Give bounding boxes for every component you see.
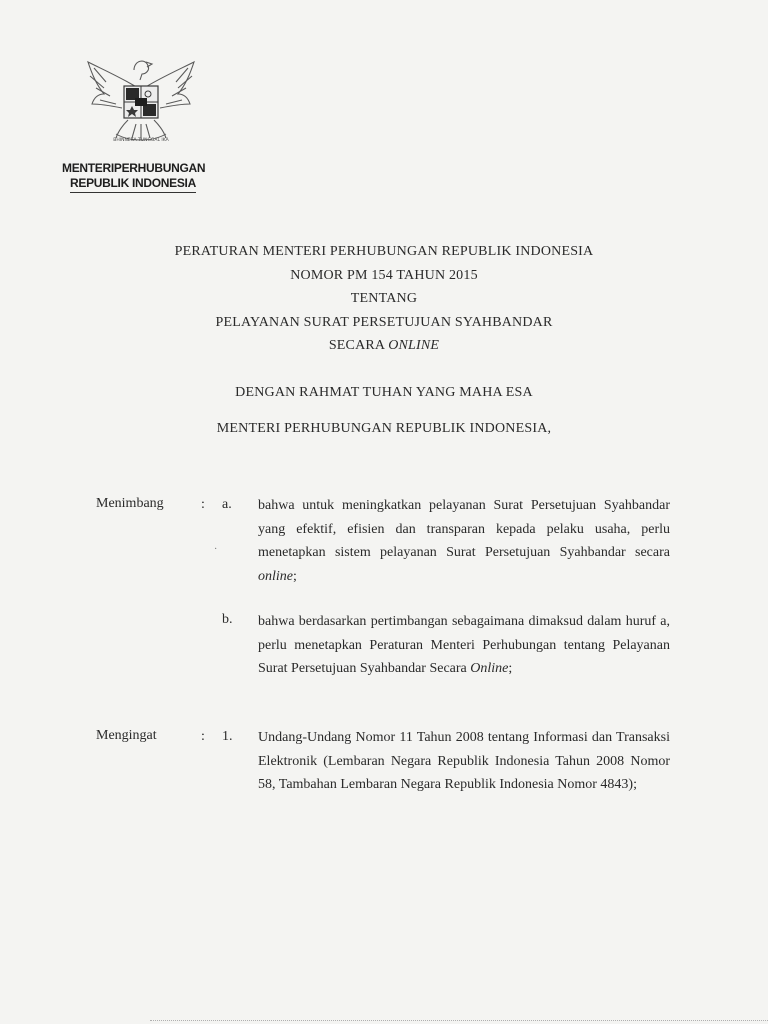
- regulation-title-block: [0, 240, 768, 441]
- ministry-name: [62, 161, 222, 193]
- mengingat-colon: :: [201, 729, 205, 744]
- garuda-emblem: [82, 48, 200, 158]
- mengingat-marker-1: 1.: [222, 729, 233, 744]
- svg-text:BHINNEKA TUNGGAL IKA: BHINNEKA TUNGGAL IKA: [113, 138, 169, 143]
- menimbang-colon: :: [201, 497, 205, 512]
- page-edge-rule: [150, 1020, 768, 1021]
- title-line-3: TENTANG: [350, 291, 418, 306]
- mengingat-label: Mengingat: [96, 728, 157, 743]
- minister-line: MENTERI PERHUBUNGAN REPUBLIK INDONESIA,: [216, 421, 552, 436]
- ministry-line-2: REPUBLIK INDONESIA: [70, 176, 196, 193]
- ministry-line-1: MENTERIPERHUBUNGAN: [62, 161, 206, 175]
- menimbang-paragraph-b: bahwa berdasarkan pertimbangan sebagaimana dimaksud dalam huruf a, perlu menetapkan Peraturan Menteri Perhubungan tentang Pelayanan Surat Persetujuan Syahbandar Secara Online;: [258, 614, 670, 676]
- document-page: BHINNEKA TUNGGAL IKA MENTERIPERHUBUNGAN REPUBLIK INDONESIA PERATURAN MENTERI PERHUBUNGAN REPUBLIK INDONESIA NOMOR PM 154 TAHUN 2015 TENTANG PELAYANAN SURAT PERSETUJUAN SYAHBANDAR SECARA ONLINE DENGAN RAHMAT TUHAN YANG MAHA ESA MENTERI PERHUBUNGAN REPUBLIK INDONESIA, Menimbang : a. bahwa untuk meningkatkan pelayanan Surat Persetujuan Syahbandar yang efektif, efisien dan transparan kepada pelaku usaha, perlu menetapkan sistem pelayanan Surat Persetujuan Syahbandar secara online; · b. bahwa berdasarkan pertimbangan sebagaimana dimaksud dalam huruf a, perlu menetapkan Peraturan Menteri Perhubungan tentang Pelayanan Surat Persetujuan Syahbandar Secara Online; Mengingat : 1. Undang-Undang Nomor 11 Tahun 2008 tentang Informasi dan Transaksi Elektronik (Lembaran Negara Republik Indonesia Tahun 2008 Nomor 58, Tambahan Lembaran Negara Republik Indonesia Nomor 4843);: [0, 0, 768, 1024]
- menimbang-marker-b: b.: [222, 612, 233, 627]
- title-line-1: PERATURAN MENTERI PERHUBUNGAN REPUBLIK INDONESIA: [174, 244, 594, 259]
- menimbang-label: Menimbang: [96, 496, 164, 511]
- title-line-4: PELAYANAN SURAT PERSETUJUAN SYAHBANDAR: [215, 314, 553, 330]
- blessing-line: DENGAN RAHMAT TUHAN YANG MAHA ESA: [235, 384, 533, 400]
- title-line-2: NOMOR PM 154 TAHUN 2015: [290, 267, 478, 283]
- menimbang-marker-a: a.: [222, 497, 232, 512]
- title-line-5: SECARA ONLINE: [328, 338, 440, 353]
- menimbang-paragraph-a: bahwa untuk meningkatkan pelayanan Surat Persetujuan Syahbandar yang efektif, efisien dan transparan kepada pelaku usaha, perlu menetapkan sistem pelayanan Surat Persetujuan Syahbandar secara online;: [258, 498, 670, 584]
- mengingat-paragraph-1: Undang-Undang Nomor 11 Tahun 2008 tentang Informasi dan Transaksi Elektronik (Lembaran Negara Republik Indonesia Tahun 2008 Nomor 58, Tambahan Lembaran Negara Republik Indonesia Nomor 4843);: [258, 730, 670, 792]
